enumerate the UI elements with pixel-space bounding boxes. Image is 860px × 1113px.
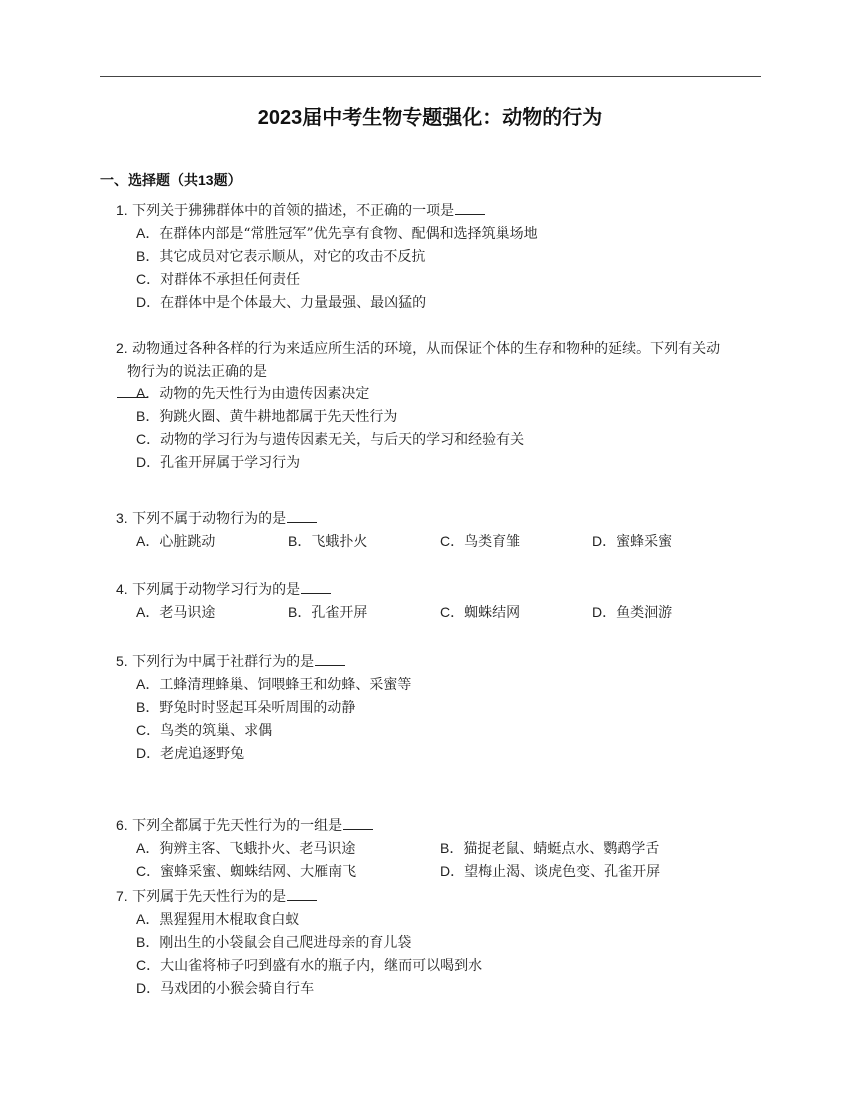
- option-a[interactable]: [136, 382, 369, 405]
- option-letter: B．: [136, 698, 160, 715]
- option-letter: B．: [288, 603, 312, 620]
- option-letter: C．: [136, 862, 161, 879]
- section-heading: 一、选择题（共13题）: [100, 172, 242, 188]
- answer-blank[interactable]: [287, 508, 317, 523]
- option-letter: B．: [288, 532, 312, 549]
- option-letter: B．: [440, 839, 464, 856]
- option-text: 黑猩猩用木棍取食白蚁: [159, 911, 300, 928]
- option-d[interactable]: [592, 530, 672, 553]
- question-stem: [116, 199, 766, 223]
- question-number: 2.: [116, 340, 128, 356]
- question-text: 下列全都属于先天性行为的一组是: [132, 818, 343, 834]
- option-d[interactable]: [136, 451, 300, 474]
- option-letter: D．: [136, 454, 161, 470]
- option-a[interactable]: [136, 530, 215, 553]
- question-number: 5.: [116, 653, 128, 669]
- option-c[interactable]: [136, 954, 482, 977]
- option-text: 动物的学习行为与遗传因素无关，与后天的学习和经验有关: [160, 432, 525, 448]
- question-number: 4.: [116, 581, 128, 597]
- option-text: 鱼类洄游: [616, 604, 673, 621]
- option-a[interactable]: [136, 673, 411, 696]
- option-a[interactable]: [136, 601, 215, 624]
- option-letter: C．: [440, 532, 465, 549]
- question-number: 6.: [116, 817, 128, 833]
- option-text: 蜜蜂采蜜、蜘蛛结网、大雁南飞: [160, 863, 357, 880]
- option-text: 在群体中是个体最大、力量最强、最凶猛的: [160, 294, 427, 311]
- option-text: 马戏团的小猴会骑自行车: [160, 980, 315, 997]
- option-text: 工蜂清理蜂巢、饲喂蜂王和幼蜂、采蜜等: [159, 676, 412, 693]
- option-letter: D．: [136, 293, 161, 310]
- option-d[interactable]: [136, 291, 426, 314]
- option-text: 鸟类的筑巢、求偶: [160, 722, 273, 739]
- option-letter: A．: [136, 675, 160, 692]
- question-stem: [116, 885, 766, 909]
- header-rule: [100, 76, 761, 77]
- answer-blank[interactable]: [301, 579, 331, 594]
- option-text: 在群体内部是“常胜冠军”优先享有食物、配偶和选择筑巢场地: [159, 225, 538, 242]
- option-b[interactable]: [288, 530, 367, 553]
- option-c[interactable]: [136, 428, 524, 451]
- option-text: 大山雀将柿子叼到盛有水的瓶子内，继而可以喝到水: [160, 957, 483, 974]
- option-letter: D．: [136, 979, 161, 996]
- question-text: 下列行为中属于社群行为的是: [132, 654, 315, 670]
- option-c[interactable]: [440, 601, 520, 624]
- option-c[interactable]: [136, 268, 300, 291]
- question-number: 3.: [116, 510, 128, 526]
- option-letter: D．: [592, 532, 617, 549]
- option-text: 狗辨主客、飞蛾扑火、老马识途: [159, 840, 356, 857]
- question-text: 下列属于动物学习行为的是: [132, 582, 301, 598]
- option-c[interactable]: [136, 860, 356, 883]
- option-text: 蜘蛛结网: [464, 604, 521, 621]
- option-text: 心脏跳动: [159, 533, 216, 550]
- option-text: 野兔时时竖起耳朵听周围的动静: [159, 699, 356, 716]
- option-d[interactable]: [592, 601, 672, 624]
- option-b[interactable]: [288, 601, 367, 624]
- option-text: 猫捉老鼠、蜻蜓点水、鹦鹉学舌: [463, 840, 660, 857]
- option-text: 老马识途: [159, 604, 216, 621]
- question-text: 物行为的说法正确的是: [127, 363, 267, 380]
- option-a[interactable]: [136, 908, 299, 931]
- option-b[interactable]: [136, 931, 411, 954]
- answer-blank[interactable]: [455, 200, 485, 215]
- option-letter: B．: [136, 933, 160, 950]
- option-text: 狗跳火圈、黄牛耕地都属于先天性行为: [159, 409, 398, 425]
- page-title: 2023届中考生物专题强化：动物的行为: [257, 107, 603, 129]
- option-text: 飞蛾扑火: [311, 533, 368, 550]
- option-letter: A．: [136, 385, 160, 401]
- option-text: 老虎追逐野兔: [160, 745, 245, 762]
- answer-blank[interactable]: [287, 886, 317, 901]
- question-text: 下列属于先天性行为的是: [132, 889, 287, 905]
- option-letter: A．: [136, 603, 160, 620]
- option-text: 其它成员对它表示顺从，对它的攻击不反抗: [159, 248, 426, 265]
- option-letter: D．: [592, 603, 617, 620]
- option-b[interactable]: [440, 837, 659, 860]
- option-letter: C．: [136, 270, 161, 287]
- answer-blank[interactable]: [343, 815, 373, 830]
- option-c[interactable]: [440, 530, 520, 553]
- option-c[interactable]: [136, 719, 272, 742]
- option-a[interactable]: [136, 222, 538, 245]
- option-letter: B．: [136, 408, 160, 424]
- option-letter: C．: [440, 603, 465, 620]
- question-stem: [116, 578, 766, 602]
- option-b[interactable]: [136, 245, 425, 268]
- question-text: 下列不属于动物行为的是: [132, 511, 287, 527]
- option-text: 动物的先天性行为由遗传因素决定: [159, 386, 370, 402]
- option-text: 孔雀开屏: [311, 604, 368, 621]
- option-letter: A．: [136, 910, 160, 927]
- option-letter: B．: [136, 247, 160, 264]
- option-letter: C．: [136, 431, 161, 447]
- option-text: 对群体不承担任何责任: [160, 271, 301, 288]
- option-text: 孔雀开屏属于学习行为: [160, 455, 301, 471]
- option-letter: C．: [136, 956, 161, 973]
- option-b[interactable]: [136, 405, 397, 428]
- option-text: 望梅止渴、谈虎色变、孔雀开屏: [464, 863, 661, 880]
- option-letter: C．: [136, 721, 161, 738]
- option-letter: D．: [440, 862, 465, 879]
- option-text: 蜜蜂采蜜: [616, 533, 673, 550]
- question-number: 1.: [116, 202, 128, 218]
- option-letter: A．: [136, 224, 160, 241]
- option-d[interactable]: [136, 742, 244, 765]
- answer-blank[interactable]: [315, 651, 345, 666]
- question-stem: [116, 507, 766, 531]
- option-d[interactable]: [440, 860, 660, 883]
- question-stem: [116, 650, 766, 674]
- option-letter: A．: [136, 532, 160, 549]
- question-text: 下列关于狒狒群体中的首领的描述，不正确的一项是: [132, 203, 455, 219]
- option-d[interactable]: [136, 977, 314, 1000]
- option-text: 鸟类育雏: [464, 533, 521, 550]
- option-b[interactable]: [136, 696, 355, 719]
- option-letter: A．: [136, 839, 160, 856]
- option-text: 刚出生的小袋鼠会自己爬进母亲的育儿袋: [159, 934, 412, 951]
- question-text: 动物通过各种各样的行为来适应所生活的环境，从而保证个体的生存和物种的延续。下列有关动: [132, 341, 721, 357]
- option-letter: D．: [136, 744, 161, 761]
- question-stem: [116, 814, 766, 838]
- question-number: 7.: [116, 888, 128, 904]
- option-a[interactable]: [136, 837, 355, 860]
